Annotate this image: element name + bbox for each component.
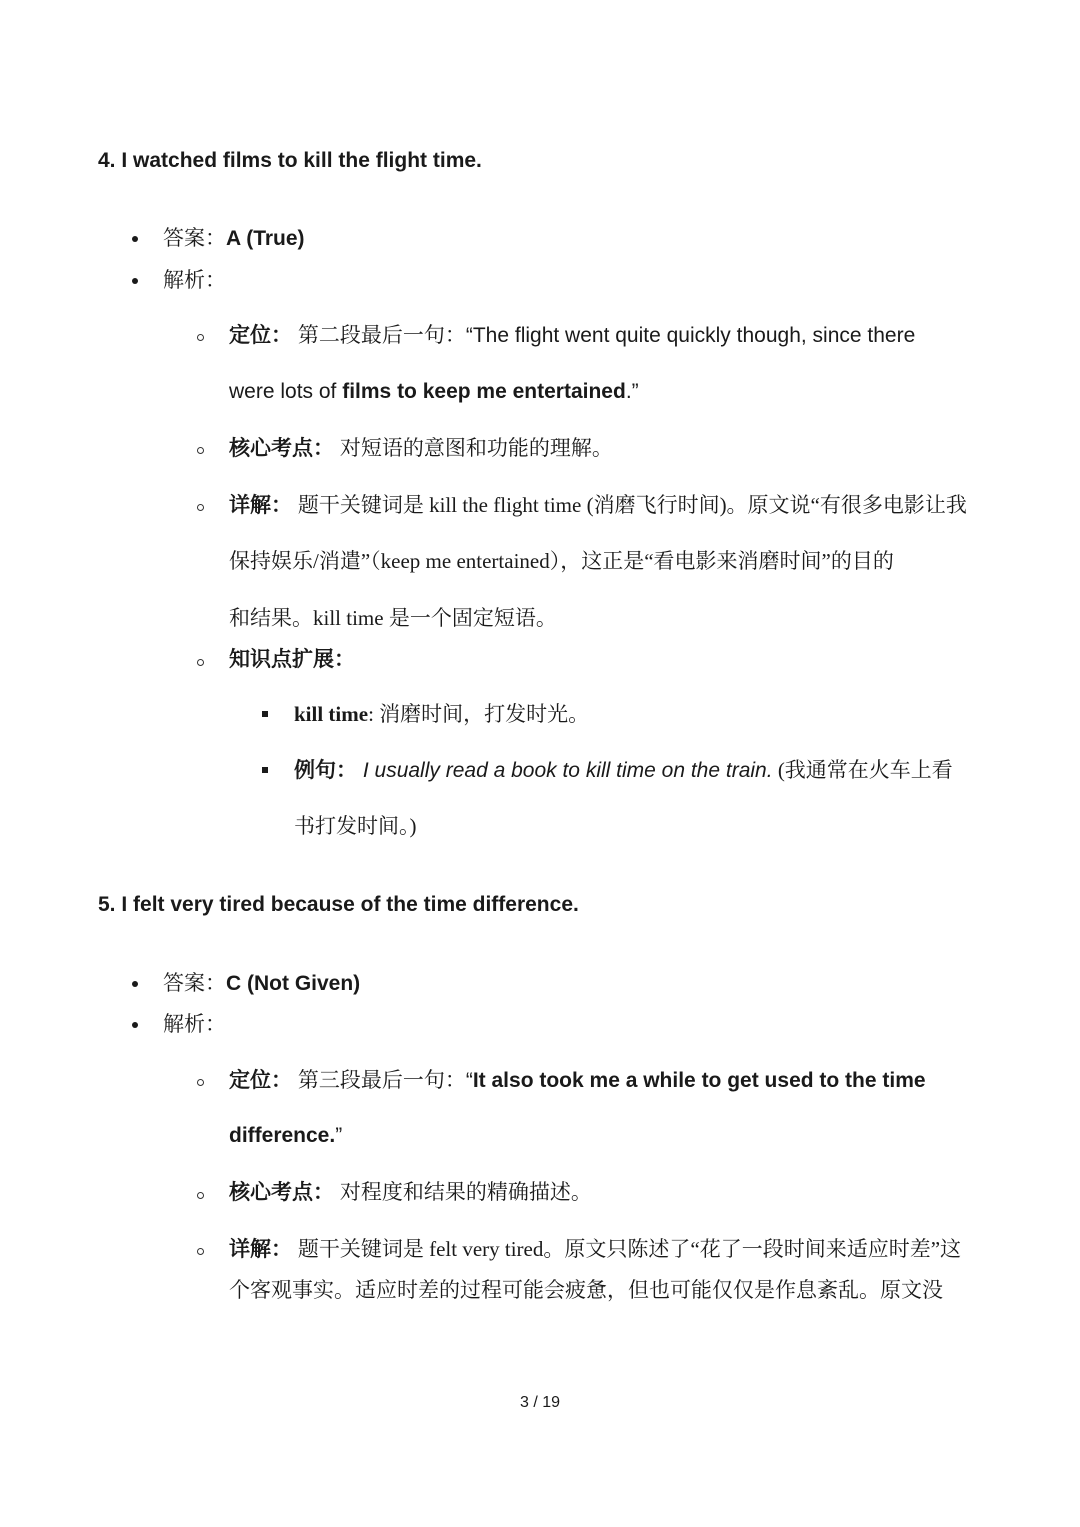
square-marker <box>262 767 268 773</box>
q4-answer-line <box>163 224 305 254</box>
locate-quote: “The flight went quite quickly though, since there <box>465 324 916 347</box>
detail-text: 题干关键词是 kill the flight time (消磨飞行时间)。原文说“有很多电影让我 <box>297 493 967 517</box>
q4-detail-line-1 <box>229 490 967 521</box>
q4-core-line <box>229 433 613 464</box>
circle-marker <box>197 1079 204 1086</box>
q4-locate-line-1 <box>229 320 915 351</box>
locate-label: 定位： <box>229 324 292 347</box>
q5-core-line <box>229 1177 592 1208</box>
bullet-marker <box>132 236 138 242</box>
locate-quote-bold: films to keep me entertained <box>342 380 626 403</box>
locate-quote: “ <box>465 1069 473 1092</box>
q5-locate-line-2 <box>229 1121 342 1151</box>
knowledge-text: : 消磨时间，打发时光。 <box>368 702 590 726</box>
knowledge-term: kill time <box>294 702 369 726</box>
page-number: 3 / 19 <box>519 1394 561 1411</box>
q4-example-translation-2: 书打发时间。) <box>294 814 417 838</box>
q5-locate-line-1 <box>229 1065 926 1096</box>
locate-quote-bold: difference. <box>229 1124 336 1147</box>
question-5-heading: 5. I felt very tired because of the time difference. <box>98 893 579 916</box>
circle-marker <box>197 659 204 666</box>
circle-marker <box>197 504 204 511</box>
core-text: 对程度和结果的精确描述。 <box>339 1180 592 1204</box>
answer-value: A (True) <box>226 227 305 250</box>
q4-locate-line-2 <box>229 377 639 407</box>
square-marker <box>262 711 268 717</box>
detail-text: 题干关键词是 felt very tired。原文只陈述了“花了一段时间来适应时差”这 <box>297 1237 962 1261</box>
q5-detail-line-1 <box>229 1234 961 1265</box>
answer-value: C (Not Given) <box>226 972 361 995</box>
core-label: 核心考点： <box>229 1181 334 1204</box>
circle-marker <box>197 447 204 454</box>
locate-text: 第三段最后一句： <box>297 1068 466 1092</box>
q4-knowledge-label: 知识点扩展： <box>229 648 355 671</box>
q4-knowledge-item-2 <box>294 755 953 786</box>
answer-label: 答案： <box>163 972 226 995</box>
example-translation: (我通常在火车上看 <box>772 758 953 782</box>
question-4-heading: 4. I watched films to kill the flight time. <box>98 149 482 172</box>
q4-analysis-label: 解析： <box>163 269 226 292</box>
locate-quote: were lots of <box>229 380 343 403</box>
core-text: 对短语的意图和功能的理解。 <box>339 436 613 460</box>
q4-detail-line-2: 保持娱乐/消遣”（keep me entertained），这正是“看电影来消磨时间”的目的 <box>229 549 894 573</box>
bullet-marker <box>132 1022 138 1028</box>
core-label: 核心考点： <box>229 437 334 460</box>
q5-detail-line-2: 个客观事实。适应时差的过程可能会疲惫，但也可能仅仅是作息紊乱。原文没 <box>229 1278 943 1302</box>
detail-label: 详解： <box>229 494 292 517</box>
example-label: 例句： <box>294 759 357 782</box>
bullet-marker <box>132 981 138 987</box>
locate-text: 第二段最后一句： <box>297 323 466 347</box>
circle-marker <box>197 1192 204 1199</box>
q5-analysis-label: 解析： <box>163 1013 226 1036</box>
locate-quote: ” <box>335 1124 343 1147</box>
circle-marker <box>197 334 204 341</box>
locate-label: 定位： <box>229 1069 292 1092</box>
q4-detail-line-3: 和结果。kill time 是一个固定短语。 <box>229 606 557 630</box>
locate-quote-bold: It also took me a while to get used to the time <box>472 1069 926 1092</box>
answer-label: 答案： <box>163 227 226 250</box>
q5-answer-line <box>163 969 360 999</box>
example-sentence: I usually read a book to kill time on the train. <box>362 759 773 782</box>
q4-knowledge-item-1 <box>294 699 589 729</box>
circle-marker <box>197 1248 204 1255</box>
locate-quote: .” <box>625 380 639 403</box>
detail-label: 详解： <box>229 1238 292 1261</box>
bullet-marker <box>132 278 138 284</box>
